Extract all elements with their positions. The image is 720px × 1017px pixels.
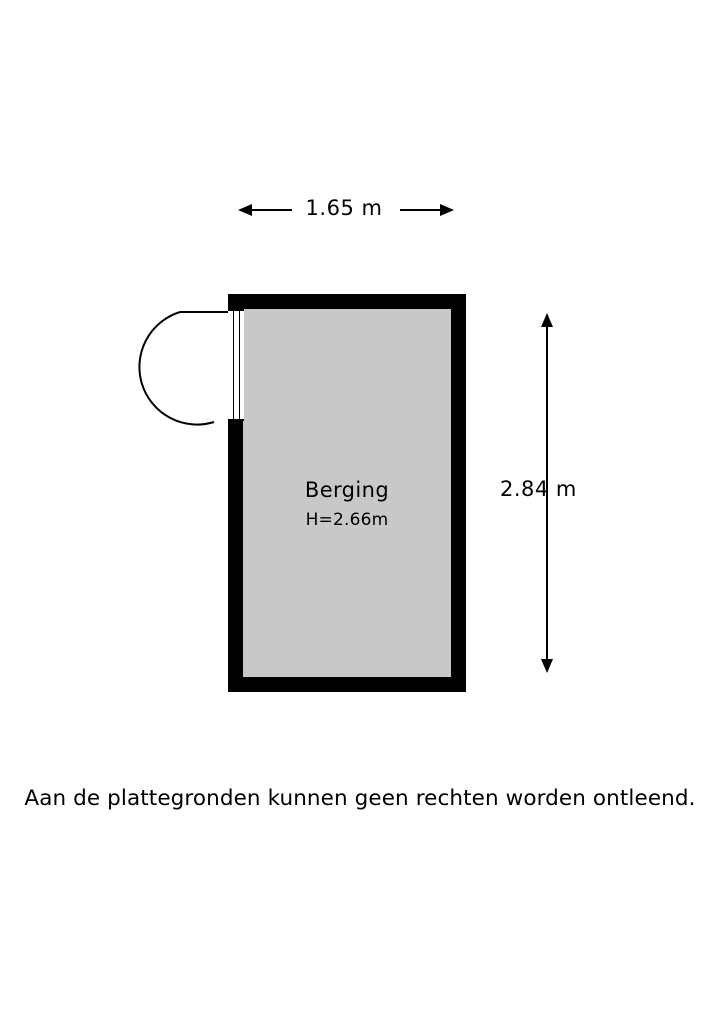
door-leaf [233,310,240,420]
door-swing-arc [139,312,236,425]
room-name-label: Berging [304,478,390,502]
door-jamb-bottom [228,419,244,421]
height-dimension-label: 2.84 m [500,477,577,501]
door-jamb-top [228,309,244,311]
room-ceiling-height-label: H=2.66m [305,510,389,530]
width-dimension-label: 1.65 m [305,196,383,220]
disclaimer-text: Aan de plattegronden kunnen geen rechten worden ontleend. [24,786,696,811]
